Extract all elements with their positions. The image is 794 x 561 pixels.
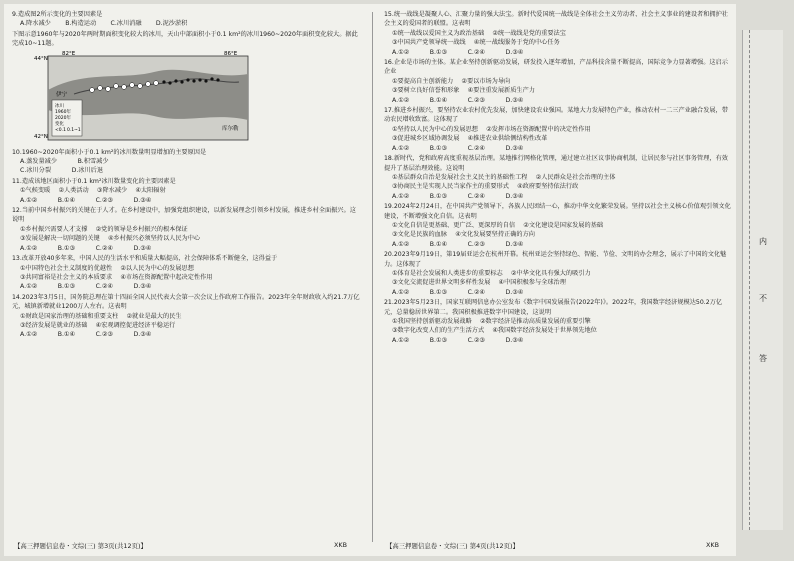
choice: A.①②: [392, 288, 410, 296]
choice: B.①④: [429, 240, 448, 248]
option: ④乡村振兴必须坚持以人民为中心: [107, 235, 201, 243]
page-footer-right: [386, 541, 719, 550]
option: ④推进农业供给侧结构性改革: [467, 135, 548, 143]
option: ②发挥市场在资源配置中的决定性作用: [486, 125, 591, 133]
option: ③促进城乡区域协调发展: [392, 135, 460, 143]
choice: D.③④: [133, 244, 152, 252]
option: ①乡村振兴需要人才支撑: [20, 225, 88, 233]
choice: D.③④: [505, 336, 524, 344]
choice: D.③④: [505, 240, 524, 248]
option: ②数字经济是推动高质量发展的重要引擎: [479, 318, 591, 325]
choice: A.①②: [392, 96, 410, 104]
question-stem: 12.当前中国乡村振兴的关键在于人才。在乡村建设中，加强党组织建设，以新发展理念引领乡村发展，推进乡村全面振兴。这说明: [12, 207, 356, 224]
question-options: [384, 269, 734, 278]
choice: A.①②: [20, 331, 38, 339]
option: ②统一战线是党的重要法宝: [492, 29, 566, 37]
option: ①财政是国家治理的基础和重要支柱: [20, 312, 119, 320]
option: ④我国数字经济发展处于世界领先地位: [492, 327, 597, 335]
choice: D.③④: [505, 144, 524, 152]
question-19: [384, 202, 734, 249]
footer-code: XKB: [706, 541, 719, 549]
question-options: [12, 264, 362, 273]
answer-choices: [12, 330, 362, 339]
choice: A.①②: [20, 283, 38, 291]
question-20: [384, 250, 734, 297]
choice: B.①③: [57, 244, 76, 252]
option: ④政府要坚持依法行政: [517, 183, 579, 191]
option: ②人类活动: [58, 187, 89, 195]
question-options: [384, 317, 734, 326]
question-11: [12, 177, 362, 205]
question-options: [12, 19, 362, 28]
choice: C.②④: [467, 288, 485, 296]
question-18: [384, 154, 734, 201]
question-stem: 13.改革开放40多年来，中国人民的生活水平和质量大幅提高，社会保障体系不断健全，这得益于: [12, 255, 278, 263]
question-options: [384, 230, 734, 239]
question-stem: 14.2023年3月5日，国务院总理在第十四届全国人民代表大会第一次会议上作政府工作报告。2023年全年财政收入约21.7万亿元，城镇新增就业1200万人左右。这表明: [12, 293, 360, 311]
question-options: [12, 273, 362, 282]
choice: A.①②: [392, 336, 410, 344]
answer-choices: [12, 282, 362, 291]
option: ①中国特色社会主义制度的优越性: [20, 264, 113, 272]
option: ③数字化改变人们的生产生活方式: [392, 327, 485, 335]
question-options: [384, 38, 734, 47]
option: ④文化发展要坚持正确的方向: [455, 231, 535, 239]
option: ②党的领导是乡村振兴的根本保证: [95, 225, 188, 233]
question-options: [384, 29, 734, 38]
question-options: [384, 326, 734, 335]
question-14: [12, 293, 362, 340]
option: D.泥沙淤积: [155, 20, 188, 28]
option: ②人民群众是社会治理的主体: [535, 173, 616, 181]
choice: C.②④: [467, 48, 485, 56]
question-stem: 11.造成该地区面积小于0.1 km²冰川数量变化的主要因素是: [12, 177, 176, 185]
footer-text: 【高三押题信息卷・文综(三) 第4页(共12页)】: [386, 542, 519, 550]
option: ③要树立良好信誉和形象: [392, 87, 460, 95]
option: ①要提高自主创新能力: [392, 77, 454, 85]
option: ③共同富裕是社会主义的本质要求: [20, 273, 113, 281]
footer-code: XKB: [334, 541, 347, 549]
option: B.积雪减少: [77, 158, 109, 166]
choice: B.①③: [429, 288, 448, 296]
option: ④宏观调控促进经济平稳运行: [95, 321, 176, 329]
choice: C.②③: [95, 331, 113, 339]
question-stem: 9.造成图2所示变化的主要因素是: [12, 11, 103, 18]
option: A.蒸发量减少: [20, 158, 58, 166]
choice: B.①③: [57, 283, 76, 291]
choice: B.①④: [57, 196, 76, 204]
choice: C.②③: [467, 336, 485, 344]
legend-item: 冰川: [55, 103, 64, 109]
footer-text: 【高三押题信息卷・文综(三) 第3页(共12页)】: [14, 542, 147, 550]
question-stem: 10.1960~2020年面积小于0.1 km²的冰川数量明显增加的主要原因是: [12, 148, 207, 156]
question-options: [384, 86, 734, 95]
option: ①气候变暖: [20, 187, 51, 195]
choice: A.①②: [392, 144, 410, 152]
question-options: [12, 157, 362, 166]
choice: D.③④: [505, 96, 524, 104]
option: ③协商民主是实现人民当家作主的重要形式: [392, 183, 509, 191]
choice: B.①④: [57, 331, 76, 339]
margin-text: 内: [759, 237, 767, 246]
option: C.冰川消融: [110, 20, 142, 28]
option: ②就业是最大的民生: [126, 312, 182, 320]
question-options: [12, 312, 362, 321]
option: ④统一战线服务于党的中心任务: [473, 39, 560, 47]
exam-sheet: [4, 4, 736, 556]
option: ③文化交流促进世界文明多样性发展: [392, 279, 491, 287]
question-options: [384, 278, 734, 287]
answer-choices: [384, 288, 734, 297]
option: ③文化是民族的血脉: [392, 231, 448, 239]
option: ④太阳辐射: [135, 187, 166, 195]
question-stem: 19.2024年2月24日，在中国共产党领导下，各族人民团结一心，推动中华文化繁荣发展。坚持以社会主义核心价值观引领文化建设，不断增强文化自信。这表明: [384, 203, 731, 220]
lon-label-left: 82°E: [62, 50, 76, 57]
question-options: [384, 134, 734, 143]
option: A.降水减少: [20, 20, 51, 28]
choice: B.①③: [429, 336, 448, 344]
map-graphic: [34, 50, 264, 146]
choice: C.②④: [467, 144, 485, 152]
choice: B.①③: [429, 192, 448, 200]
choice: D.③④: [133, 331, 152, 339]
choice: D.③④: [505, 288, 524, 296]
choice: A.①②: [392, 48, 410, 56]
binding-line: [749, 30, 750, 530]
question-options: [384, 173, 734, 182]
choice: C.②④: [467, 192, 485, 200]
question-stem: 16.企业是市场的主体。某企业坚持创新驱动发展，研发投入逐年增加，产品科技含量不断提高，国际竞争力显著增强。这启示企业: [384, 59, 728, 76]
option: ①我国坚持创新驱动发展战略: [392, 318, 472, 325]
passage-intro: 下图示意1960年与2020年两时期面积变化较大的冰川，天山中部面积小于0.1 km²的冰川1960~2020年面积变化较大。据此完成10~11题。: [12, 30, 358, 48]
choice: A.①②: [20, 244, 38, 252]
choice: D.③④: [505, 192, 524, 200]
option: D.冰川后退: [71, 167, 104, 175]
answer-choices: [384, 240, 734, 249]
question-options: [12, 321, 362, 330]
right-column: [384, 10, 734, 530]
option: ④中国积极参与全球治理: [498, 279, 566, 287]
answer-choices: [12, 244, 362, 253]
option: ③经济发展是就业的基础: [20, 321, 88, 329]
question-options: [384, 221, 734, 230]
answer-choices: [384, 192, 734, 201]
question-12: [12, 206, 362, 253]
question-stem: 17.推进乡村振兴，要坚持农业农村优先发展，加快建设农业强国。某地大力发展特色产业，推动农村一二三产业融合发展，带动农民增收致富。这体现了: [384, 107, 728, 124]
question-9: [12, 10, 362, 29]
choice: C.②③: [467, 96, 485, 104]
choice: B.①④: [429, 96, 448, 104]
choice: D.③④: [133, 196, 152, 204]
choice: A.①②: [20, 196, 38, 204]
question-options: [384, 125, 734, 134]
choice: C.②③: [95, 196, 113, 204]
margin-text: 答: [759, 354, 767, 363]
question-options: [12, 186, 362, 195]
lat-label-bottom: 42°N: [34, 133, 48, 140]
choice: B.①③: [429, 144, 448, 152]
question-13: [12, 254, 362, 292]
question-stem: 15.统一战线是凝聚人心、汇聚力量的强大法宝。新时代爱国统一战线是全体社会主义劳动者、社会主义事业的建设者和拥护社会主义的爱国者的联盟。这表明: [384, 11, 728, 28]
place-label: 伊宁: [56, 91, 68, 98]
answer-choices: [384, 144, 734, 153]
question-options: [12, 225, 362, 234]
option: C.冰川分裂: [20, 167, 52, 175]
answer-choices: [12, 196, 362, 205]
question-15: [384, 10, 734, 57]
question-options: [384, 182, 734, 191]
question-21: [384, 298, 734, 345]
legend-item: 2020年: [55, 115, 71, 121]
question-options: [12, 166, 362, 175]
answer-choices: [384, 48, 734, 57]
choice: B.①③: [429, 48, 448, 56]
answer-choices: [384, 96, 734, 105]
question-17: [384, 106, 734, 153]
question-stem: 18.新时代，党和政府高度重视基层治理。某地推行网格化管理，通过建立社区议事协商机制，让居民参与社区事务管理，有效提升了基层治理效能。这说明: [384, 155, 728, 172]
legend-item: <0.1: [55, 127, 66, 133]
option: ③中国共产党领导统一战线: [392, 39, 466, 47]
option: ①文化自信是更基础、更广泛、更深厚的自信: [392, 221, 516, 229]
lon-label-right: 86°E: [224, 50, 238, 57]
option: ①统一战线以爱国主义为政治基础: [392, 29, 485, 37]
place-label: 库尔勒: [222, 125, 239, 132]
choice: C.②④: [95, 244, 113, 252]
binding-margin: [742, 30, 783, 530]
choice: A.①②: [392, 240, 410, 248]
choice: C.②③: [467, 240, 485, 248]
question-16: [384, 58, 734, 105]
question-10: [12, 148, 362, 176]
option: ②以人民为中心的发展思想: [120, 264, 194, 272]
left-column: [12, 10, 362, 530]
option: ①基层群众自治是发展社会主义民主的基础性工程: [392, 173, 528, 181]
option: ①坚持以人民为中心的发展思想: [392, 125, 478, 133]
choice: C.②④: [95, 283, 113, 291]
option: ③发展是解决一切问题的关键: [20, 235, 100, 243]
answer-choices: [384, 336, 734, 345]
option: B.构造运动: [65, 20, 97, 28]
margin-text: 不: [759, 294, 767, 303]
option: ④市场在资源配置中起决定性作用: [120, 273, 213, 281]
lat-label-top: 44°N: [34, 55, 48, 62]
option: ③降水减少: [96, 187, 128, 195]
glacier-map: [34, 50, 264, 146]
option: ②中华文化具有强大的吸引力: [510, 269, 591, 277]
option: ①体育是社会发展和人类进步的重要标志: [392, 269, 503, 277]
legend-item: 1960年: [55, 109, 71, 115]
page-footer-left: [14, 541, 347, 550]
option: ②文化建设是国家发展的基础: [523, 221, 604, 229]
option: ④要注重发展新质生产力: [467, 87, 535, 95]
column-divider: [372, 12, 373, 542]
option: ②要以市场为导向: [461, 77, 511, 85]
choice: A.①②: [392, 192, 410, 200]
choice: D.③④: [133, 283, 152, 291]
choice: D.③④: [505, 48, 524, 56]
question-options: [384, 77, 734, 86]
question-options: [12, 234, 362, 243]
legend-item: 0.1~1: [67, 127, 81, 133]
question-stem: 21.2023年5月23日，国家互联网信息办公室发布《数字中国发展报告(2022年)》。2022年，我国数字经济规模达50.2万亿元，总量稳居世界第二。我国积极推进数字中国建设，这说明: [384, 299, 723, 316]
question-stem: 20.2023年9月19日，第19届亚运会在杭州开幕。杭州亚运会坚持绿色、智能、节俭、文明的办会理念，展示了中国的文化魅力。这体现了: [384, 251, 727, 268]
legend-item: 变化: [55, 121, 64, 127]
